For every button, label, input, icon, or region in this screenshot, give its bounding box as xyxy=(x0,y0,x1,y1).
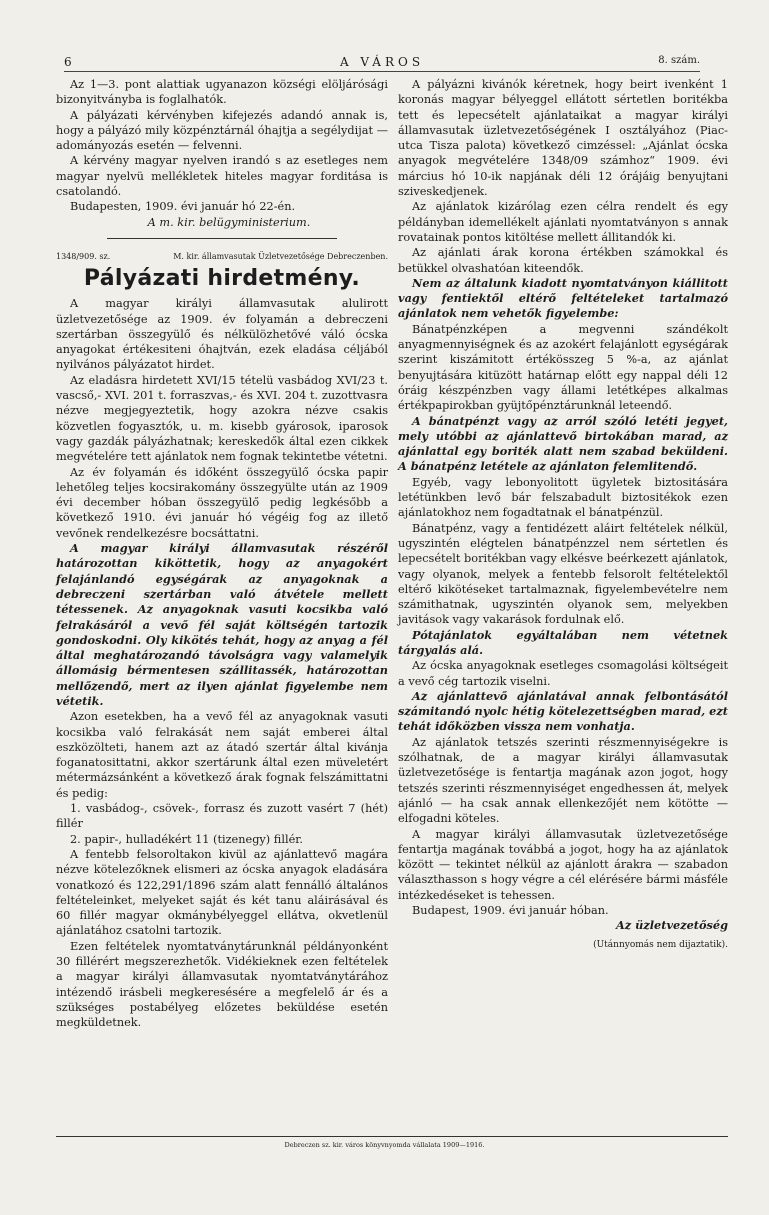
paragraph: Az ajánlati árak korona értékben számokkal és betükkel olvashatóan kiteendők. xyxy=(398,246,728,275)
paragraph: A magyar királyi államvasutak alulirott üzletvezetősége az 1909. év folyamán a debreczeni szertárban összegyülő és nélkülözhetővé váló ócska anyagokat értékesiteni óhajtván, ezek eladása céljából nyilvános pályázatot hirdet. xyxy=(56,297,388,372)
paragraph-emphasis: Pótajánlatok egyáltalában nem vétetnek tárgyalás alá. xyxy=(398,627,728,657)
journal-title: A VÁROS xyxy=(339,55,425,69)
paragraph: A magyar királyi államvasutak üzletvezetősége fentartja magának továbbá a jogot, hogy ha az ajánlatok között — tekintet nélkül az ajánlott árakra — szabadon választhasson s hogy végre a cél elérésére bármi másféle intézkedéseket is tehessen. xyxy=(398,827,728,902)
closing-date: Budapest, 1909. évi január hóban. xyxy=(412,904,609,918)
paragraph: Az ajánlatok kizárólag ezen célra rendelt és egy példányban idemellékelt ajánlati nyomtatványon s annak rovatainak pontos kitöltése mellett állitandók ki. xyxy=(398,200,728,244)
notice1-paragraph: A pályázati kérvényben kifejezés adandó annak is, hogy a pályázó mily közpénztárnál óhajtja a segélydijat — adományozás esetén — felvenni. xyxy=(56,108,388,153)
reference-line xyxy=(56,249,388,264)
paragraph: Az ócska anyagoknak esetleges csomagolási költségeit a vevő cég tartozik viselni. xyxy=(398,659,728,688)
notice1-date: Budapesten, 1909. évi január hó 22-én. xyxy=(70,200,296,214)
notice1-paragraph: A kérvény magyar nyelven irandó s az esetleges nem magyar nyelvü mellékletek hiteles magyar forditása is csatolandó. xyxy=(56,154,388,199)
printer-imprint: Debreczen sz. kir. város könyvnyomda vállalata 1909—1916. xyxy=(284,1141,485,1149)
paragraph-emphasis: Az ajánlattevő ajánlatával annak felbontásától számitandó nyolc hétig kötelezettségben marad, ezt tehát időközben vissza nem vonhatja. xyxy=(398,688,728,734)
paragraph: Bánatpénz, vagy a fentidézett aláirt feltételek nélkül, ugyszintén elégtelen bánatpénzzel nem sértetlen és lepecsételt boritékban vagy elkésve beérkezett ajánlatok, vagy olyanok, melyek a fentebb felsorolt feltételektől eltérő kikötéseket tartalmaznak, figyelembevételre nem számithatnak, ugyszintén olyanok sem, melyekben javitások vagy vakarások fordulnak elő. xyxy=(398,521,728,627)
list-item: 1. vasbádog-, csövek-, forrasz és zuzott vasért 7 (hét) fillér xyxy=(56,802,388,831)
paragraph-emphasis: Nem az általunk kiadott nyomtatványon kiállitott vagy fentiektől eltérő feltételeket tartalmazó ajánlatok nem vehetők figyelembe: xyxy=(398,275,728,321)
reference-office: M. kir. államvasutak Üzletvezetősége Debreczenben. xyxy=(173,251,388,261)
header-rule xyxy=(64,71,700,72)
left-column xyxy=(56,77,388,1031)
issue-number: 8. szám. xyxy=(658,55,700,66)
list-item: 2. papir-, hulladékért 11 (tizenegy) fillér. xyxy=(70,832,304,846)
paragraph: Az eladásra hirdetett XVI/15 tételü vasbádog XVI/23 t. vascső,- XVI. 201 t. forraszvas,- és XVI. 204 t. zuzottvasra nézve megjegyeztetik, hogy azokra nézve csakis közvetlen fogyasztók, u. m. kisebb gyárosok, iparosok vagy gazdák pályázhatnak; kereskedők által ezen cikkek megvételére tett ajánlatok nem fognak tekintetbe vétetni. xyxy=(56,373,388,464)
reference-number: 1348/909. sz. xyxy=(56,251,111,261)
closing-signature: Az üzletvezetőség xyxy=(616,918,728,933)
paragraph: Az ajánlatok tetszés szerinti részmennyiségekre is szólhatnak, de a magyar királyi államvasutak üzletvezetősége is fentartja magának azon jogot, hogy tetszés szerinti részmennyiséget engedhessen át, melyek ajánló — ha csak annak ellenkezőjét nem kötötte — elfogadni köteles. xyxy=(398,735,728,826)
paragraph: Bánatpénzképen a megvenni szándékolt anyagmennyiségnek és az azokért felajánlott egységárak szerint kiszámitott értékösszeg 5 %-a, az ajánlat benyujtására kitüzött határnap előtt egy nappal déli 12 óráig készpénzben vagy állami letétképes alkalmas értékpapirokban gyüjtőpénztárunknál leteendő. xyxy=(398,322,728,413)
paragraph-emphasis: A bánatpénzt vagy az arról szóló letéti jegyet, mely utóbbi az ajánlattevő birtokában marad, az ajánlattal egy boriték alatt nem szabad beküldeni. A bánatpénz letétele az ajánlaton felemlitendő. xyxy=(398,413,728,474)
notice1-signature: A m. kir. belügyministerium. xyxy=(147,215,311,229)
paragraph: Ezen feltételek nyomtatványtárunknál példányonként 30 fillérért megszerezhetők. Vidékieknek ezen feltételek a magyar királyi államvasutak nyomtatványtárához intézendő irásbeli megkeresésére a megfelelő ár és a szükséges postabélyeg előzetes beküldése esetén megküldetnek. xyxy=(56,939,388,1030)
page-number: 6 xyxy=(64,55,72,69)
paragraph-emphasis: A magyar királyi államvasutak részéről határozottan kiköttetik, hogy az anyagokért felajánlandó egységárak az anyagoknak a debreczeni szertárban való átvétele mellett tétessenek. Az anyagoknak vasuti kocsikba való felrakásáról a vevő fél saját költségén tartozik gondoskodni. Oly kikötés tehát, hogy az anyag a fél által meghatározandó távolságra vagy valamelyik állomásig bérmentesen szállitassék, határozottan mellőzendő, mert az ilyen ajánlat figyelembe nem vétetik. xyxy=(56,541,388,708)
paragraph: Egyéb, vagy lebonyolitott ügyletek biztositására letétünkben levő bár felszabadult biztositékok ezen ajánlatokhoz nem fogadtatnak el bánatpénzül. xyxy=(398,475,728,520)
footnote: (Utánnyomás nem dijaztatik). xyxy=(593,939,728,950)
paragraph: A pályázni kivánók kéretnek, hogy beirt ivenként 1 koronás magyar bélyeggel ellátott sértetlen boritékba tett és lepecsételt ajánlataikat a magyar királyi államvasutak üzletvezetőségének I osztályához (Piac-utca Tisza palota) következő cimzéssel: „Ajánlat ócska anyagok megvételére 1348/09 számhoz“ 1909. évi március hó 10-ik napjának déli 12 órájáig benyujtani sziveskedjenek. xyxy=(398,78,728,199)
footer-rule xyxy=(56,1136,728,1137)
notice-title: Pályázati hirdetmény. xyxy=(83,266,361,292)
paragraph: A fentebb felsoroltakon kivül az ajánlattevő magára nézve kötelezőknek elismeri az ócska anyagok eladására vonatkozó és 122,291/1896 szám alatt fennálló általános feltételeinket, melyeket saját és két tanu aláirásával és 60 fillér magyar okmánybélyeggel ellátva, okvetlenül ajánlatához csatolni tartozik. xyxy=(56,847,388,938)
section-divider xyxy=(107,238,337,239)
paragraph: Azon esetekben, ha a vevő fél az anyagoknak vasuti kocsikba való felrakását nem saját emberei által eszközölteti, hanem azt az átadó szertár által kivánja foganatosittatni, akkor szertárunk által ezen müveletért métermázsánként a következő árak fognak felszámittatni és pedig: xyxy=(56,710,388,800)
paragraph: Az év folyamán és időként összegyülő ócska papir lehetőleg teljes kocsirakomány összegyülte után az 1909 évi december hóban összegyülő pedig legkésőbb a következő 1910. évi január hó végéig fog az illető vevőnek rendelkezésre bocsáttatni. xyxy=(56,465,388,540)
notice1-paragraph: Az 1—3. pont alattiak ugyanazon községi elöljárósági bizonyitványba is foglalhatók. xyxy=(56,78,388,107)
right-column xyxy=(398,77,728,953)
